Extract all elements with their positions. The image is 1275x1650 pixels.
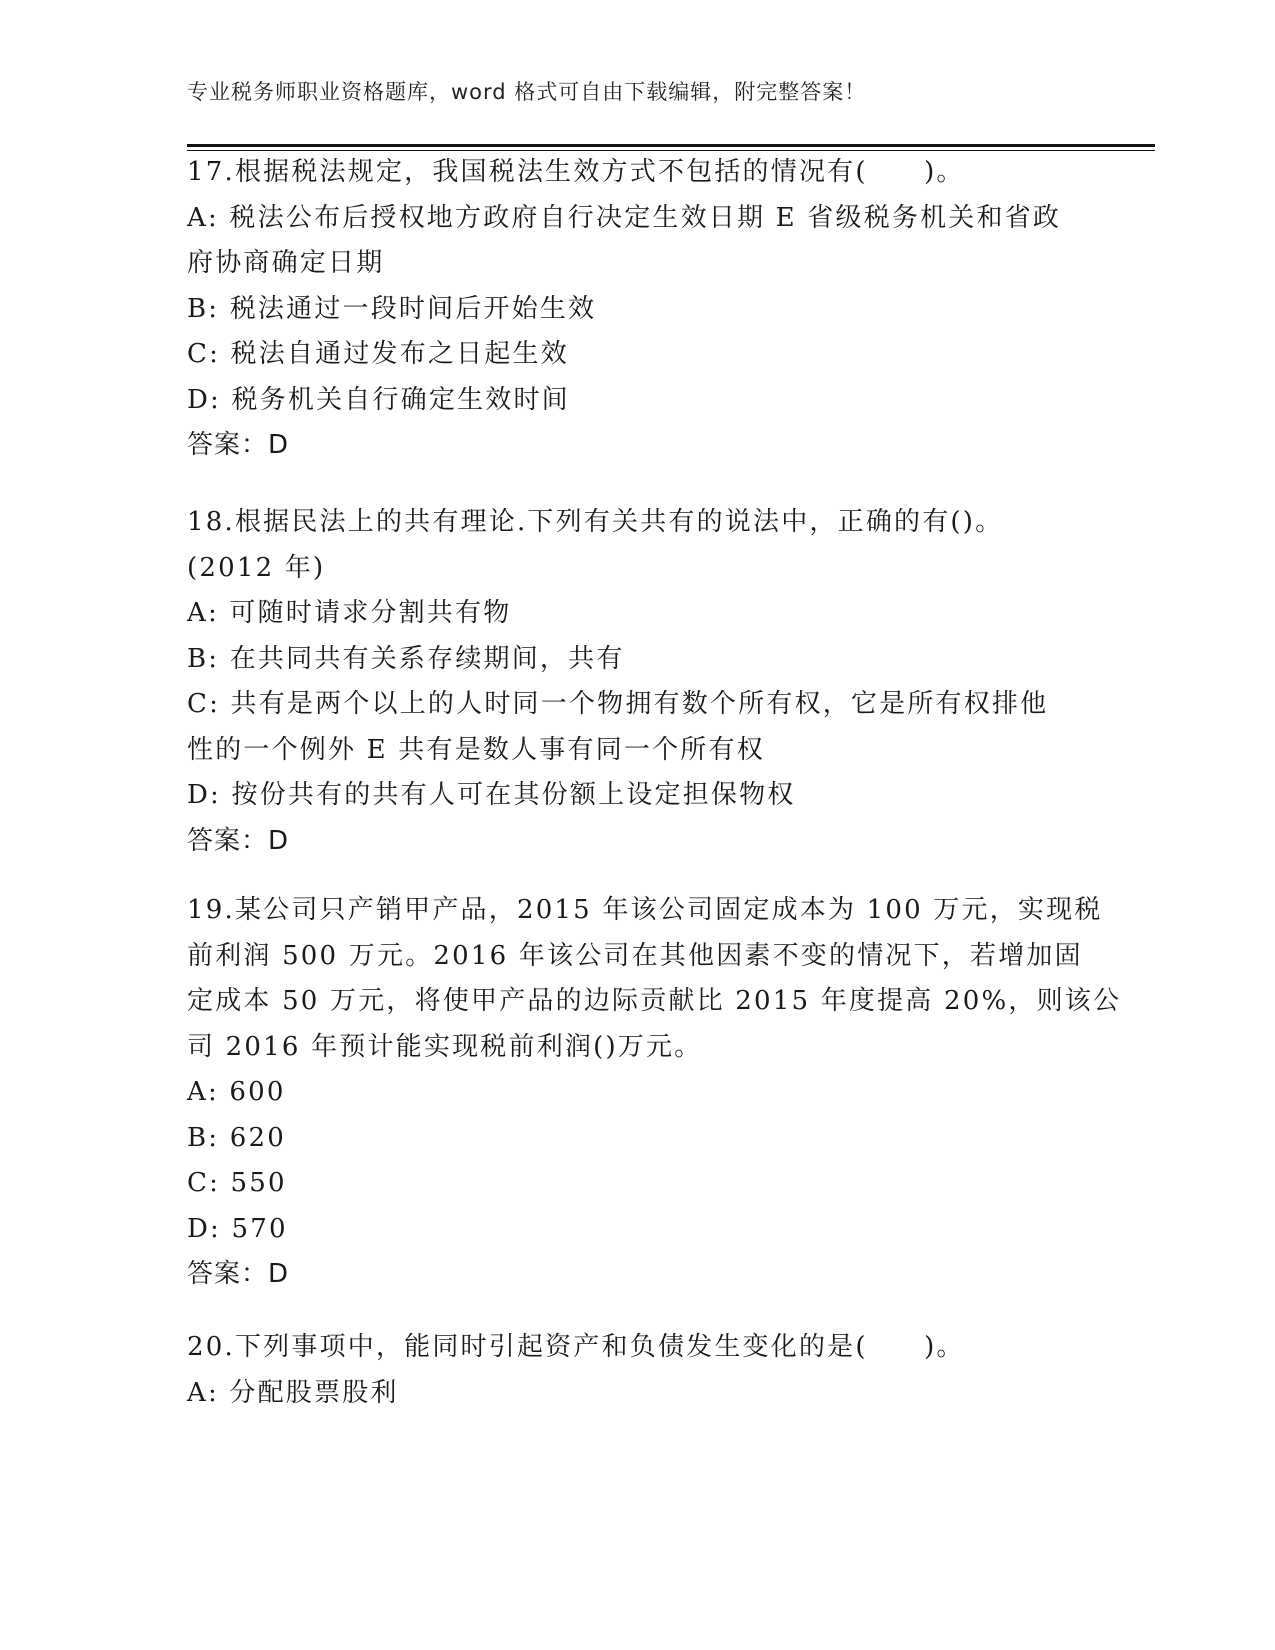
answer: 答案：D bbox=[187, 1259, 290, 1289]
option-a bbox=[187, 591, 1087, 637]
header-note: 专业税务师职业资格题库，word 格式可自由下载编辑，附完整答案！ bbox=[187, 80, 867, 104]
stem-line: 18.根据民法上的共有理论.下列有关共有的说法中，正确的有()。 bbox=[187, 507, 1004, 537]
question-stem bbox=[187, 888, 1122, 1070]
option-line: B: 620 bbox=[187, 1122, 286, 1153]
header-rule-thick bbox=[187, 144, 1155, 147]
option-line: C: 税法自通过发布之日起生效 bbox=[187, 339, 569, 369]
option-line: B: 在共同共有关系存续期间，共有 bbox=[187, 643, 625, 674]
option-d bbox=[187, 1207, 1087, 1253]
question-17 bbox=[187, 150, 1087, 469]
option-line: D: 570 bbox=[187, 1213, 288, 1244]
option-c bbox=[187, 682, 1087, 773]
option-line: 性的一个例外 E 共有是数人事有同一个所有权 bbox=[187, 734, 765, 765]
option-line: 府协商确定日期 bbox=[187, 248, 385, 278]
answer: 答案：D bbox=[187, 825, 290, 856]
question-20 bbox=[187, 1325, 1087, 1416]
option-d bbox=[187, 773, 1087, 819]
stem-line: 19.某公司只产销甲产品，2015 年该公司固定成本为 100 万元，实现税 bbox=[187, 895, 1103, 925]
option-line: D: 税务机关自行确定生效时间 bbox=[187, 384, 570, 415]
stem-line: 20.下列事项中，能同时引起资产和负债发生变化的是( )。 bbox=[187, 1332, 965, 1362]
option-line: A: 税法公布后授权地方政府自行决定生效日期 E 省级税务机关和省政 bbox=[187, 202, 1062, 233]
stem-line: (2012 年) bbox=[187, 552, 326, 583]
stem-line: 司 2016 年预计能实现税前利润()万元。 bbox=[187, 1031, 703, 1062]
question-19 bbox=[187, 888, 1122, 1298]
question-stem bbox=[187, 150, 1087, 196]
question-stem bbox=[187, 1325, 1087, 1371]
option-line: A: 分配股票股利 bbox=[187, 1377, 399, 1408]
option-line: C: 共有是两个以上的人时同一个物拥有数个所有权，它是所有权排他 bbox=[187, 689, 1049, 719]
option-line: B: 税法通过一段时间后开始生效 bbox=[187, 293, 597, 324]
option-a bbox=[187, 1371, 1087, 1417]
option-a bbox=[187, 1070, 1087, 1116]
option-b bbox=[187, 637, 1087, 683]
option-d bbox=[187, 378, 1087, 424]
question-18 bbox=[187, 500, 1087, 864]
option-a bbox=[187, 196, 1087, 287]
option-line: A: 600 bbox=[187, 1077, 286, 1107]
option-line: C: 550 bbox=[187, 1168, 287, 1198]
option-b bbox=[187, 287, 1087, 333]
question-stem bbox=[187, 500, 1087, 591]
option-c bbox=[187, 332, 1087, 378]
option-line: D: 按份共有的共有人可在其份额上设定担保物权 bbox=[187, 780, 796, 810]
option-line: A: 可随时请求分割共有物 bbox=[187, 598, 512, 628]
stem-line: 17.根据税法规定，我国税法生效方式不包括的情况有( )。 bbox=[187, 157, 965, 187]
answer: 答案：D bbox=[187, 430, 290, 460]
stem-line: 定成本 50 万元，将使甲产品的边际贡献比 2015 年度提高 20%，则该公 bbox=[187, 986, 1122, 1016]
stem-line: 前利润 500 万元。2016 年该公司在其他因素不变的情况下，若增加固 bbox=[187, 940, 1083, 971]
option-b bbox=[187, 1116, 1087, 1162]
option-c bbox=[187, 1161, 1087, 1207]
